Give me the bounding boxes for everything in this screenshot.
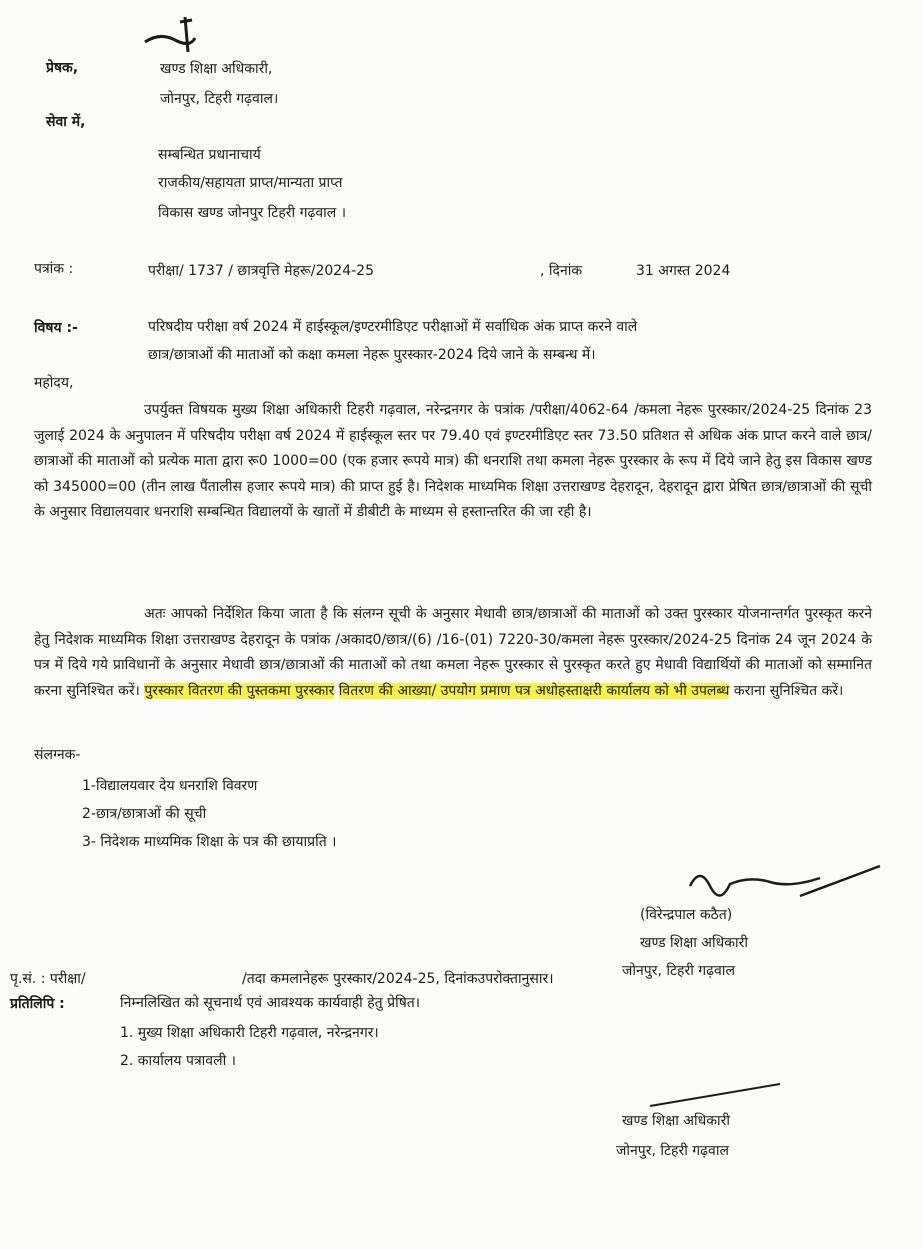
signature-1-designation: खण्ड शिक्षा अधिकारी bbox=[640, 935, 748, 951]
reference-number: परीक्षा/ 1737 / छात्रवृत्ति मेहरू/2024-25 bbox=[148, 263, 374, 279]
enclosure-label: संलग्नक- bbox=[34, 747, 81, 763]
to-line3: विकास खण्ड जोनपुर टिहरी गढ़वाल । bbox=[158, 205, 346, 221]
enclosure-list bbox=[82, 776, 336, 852]
body-paragraph-1-text: उपर्युक्त विषयक मुख्य शिक्षा अधिकारी टिहरी गढ़वाल, नरेन्द्रनगर के पत्रांक /परीक्षा/4062-64 /कमला नेहरू पुरस्कार/2024-25 दिनांक 23 जुलाई 2024 के अनुपालन में परिषदीय परीक्षा वर्ष 2024 में हाईस्कूल स्तर पर 79.40 एवं इण्टरमीडिएट स्तर 73.50 प्रतिशत से अधिक अंक प्राप्त करने वाले छात्र/छात्राओं की माताओं को प्रत्येक माता द्वारा रू0 1000=00 (एक हजार रूपये मात्र) की धनराशि तथा कमला नेहरू पुरस्कार के रूप में दिये जाने हेतु इस विकास खण्ड को 345000=00 (तीन लाख पैंतालीस हजार रूपये मात्र) की प्राप्त हुई है। निदेशक माध्यमिक शिक्षा उत्तराखण्ड देहरादून, देहरादून द्वारा प्रेषित छात्र/छात्राओं की सूची के अनुसार विद्यालयवार धनराशि सम्बन्धित विद्यालयों के खातों में डीबीटी के माध्यम से हस्तान्तरित की जा रही है। bbox=[34, 402, 872, 520]
top-signature-mark bbox=[140, 12, 210, 62]
copy-intro: निम्नलिखित को सूचनार्थ एवं आवश्यक कार्यवाही हेतु प्रेषित। bbox=[120, 995, 421, 1011]
copy-item: 1. मुख्य शिक्षा अधिकारी टिहरी गढ़वाल, नरेन्द्रनगर। bbox=[120, 1025, 379, 1041]
subject-label: विषय :- bbox=[34, 320, 78, 336]
subject-line2: छात्र/छात्राओं की माताओं को कक्षा कमला नेहरू पुरस्कार-2024 दिये जाने के सम्बन्ध में। bbox=[148, 347, 596, 363]
signature-1-office: जोनपुर, टिहरी गढ़वाल bbox=[622, 963, 735, 979]
highlighted-text-2: वितरण की आख्या/ उपयोग प्रमाण पत्र अधोहस्ताक्षरी कार्यालय को भी उपलब्ध bbox=[338, 682, 730, 699]
body-paragraph-2-end: कराना सुनिश्चित करें। bbox=[733, 682, 844, 699]
subject-line1: परिषदीय परीक्षा वर्ष 2024 में हाईस्कूल/इण्टरमीडिएट परीक्षाओं में सर्वाधिक अंक प्राप्त करने वाले bbox=[148, 319, 638, 335]
from-label: प्रेषक, bbox=[46, 60, 79, 76]
body-paragraph-1 bbox=[34, 398, 872, 526]
reference-label: पत्रांक : bbox=[34, 261, 74, 277]
copy-label: प्रतिलिपि : bbox=[10, 996, 65, 1012]
signature-1-name: (विरेन्द्रपाल कठैत) bbox=[640, 907, 733, 923]
enclosure-item: 3- निदेशक माध्यमिक शिक्षा के पत्र की छायाप्रति । bbox=[82, 834, 337, 850]
reference-date-value: 31 अगस्त 2024 bbox=[636, 263, 731, 279]
signature-2-office: जोनपुर, टिहरी गढ़वाल bbox=[616, 1143, 729, 1159]
enclosure-item: 1-विद्यालयवार देय धनराशि विवरण bbox=[82, 778, 258, 794]
copy-ref-label: पृ.सं. : परीक्षा/ bbox=[10, 971, 86, 987]
from-line1: खण्ड शिक्षा अधिकारी, bbox=[160, 61, 273, 77]
to-line2: राजकीय/सहायता प्राप्त/मान्यता प्राप्त bbox=[158, 175, 343, 191]
salutation: महोदय, bbox=[34, 375, 74, 391]
body-paragraph-2-text: अतः आपको निर्देशित किया जाता है कि संलग्न सूची के अनुसार मेधावी छात्र/छात्राओं की माताओं को उक्त पुरस्कार योजनान्तर्गत पुरस्कृत करने हेतु निदेशक माध्यमिक शिक्षा उत्तराखण्ड देहरादून के पत्रांक /अकाद0/छात्र/(6) /16-(01) 7220-30/कमला नेहरू पुरस्कार/2024-25 दिनांक 24 जून 2024 के पत्र में दिये गये प्राविधानों के अनुसार मेधावी छात्र/छात्राओं की माताओं को तथा कमला नेहरू पुरस्कार से पुरस्कृत करते हुए मेधावी विद्यार्थियों की माताओं को सम्मानित करना सुनिश्चित करें। bbox=[34, 606, 872, 699]
enclosure-item: 2-छात्र/छात्राओं की सूची bbox=[82, 806, 207, 822]
copy-ref-rest: /तदा कमलानेहरू पुरस्कार/2024-25, दिनांकउपरोक्तानुसार। bbox=[242, 971, 554, 987]
reference-date-label: , दिनांक bbox=[540, 263, 583, 279]
to-label: सेवा में, bbox=[46, 114, 86, 130]
to-line1: सम्बन्धित प्रधानाचार्य bbox=[158, 147, 261, 163]
copy-item: 2. कार्यालय पत्रावली । bbox=[120, 1053, 236, 1069]
signature-2-designation: खण्ड शिक्षा अधिकारी bbox=[622, 1113, 730, 1129]
highlighted-text-1: पुरस्कार वितरण की पुस्तकमा पुरस्कार bbox=[144, 682, 335, 699]
from-line2: जोनपुर, टिहरी गढ़वाल। bbox=[160, 91, 279, 107]
signature-2-mark bbox=[640, 1076, 820, 1116]
body-paragraph-2 bbox=[34, 602, 872, 704]
